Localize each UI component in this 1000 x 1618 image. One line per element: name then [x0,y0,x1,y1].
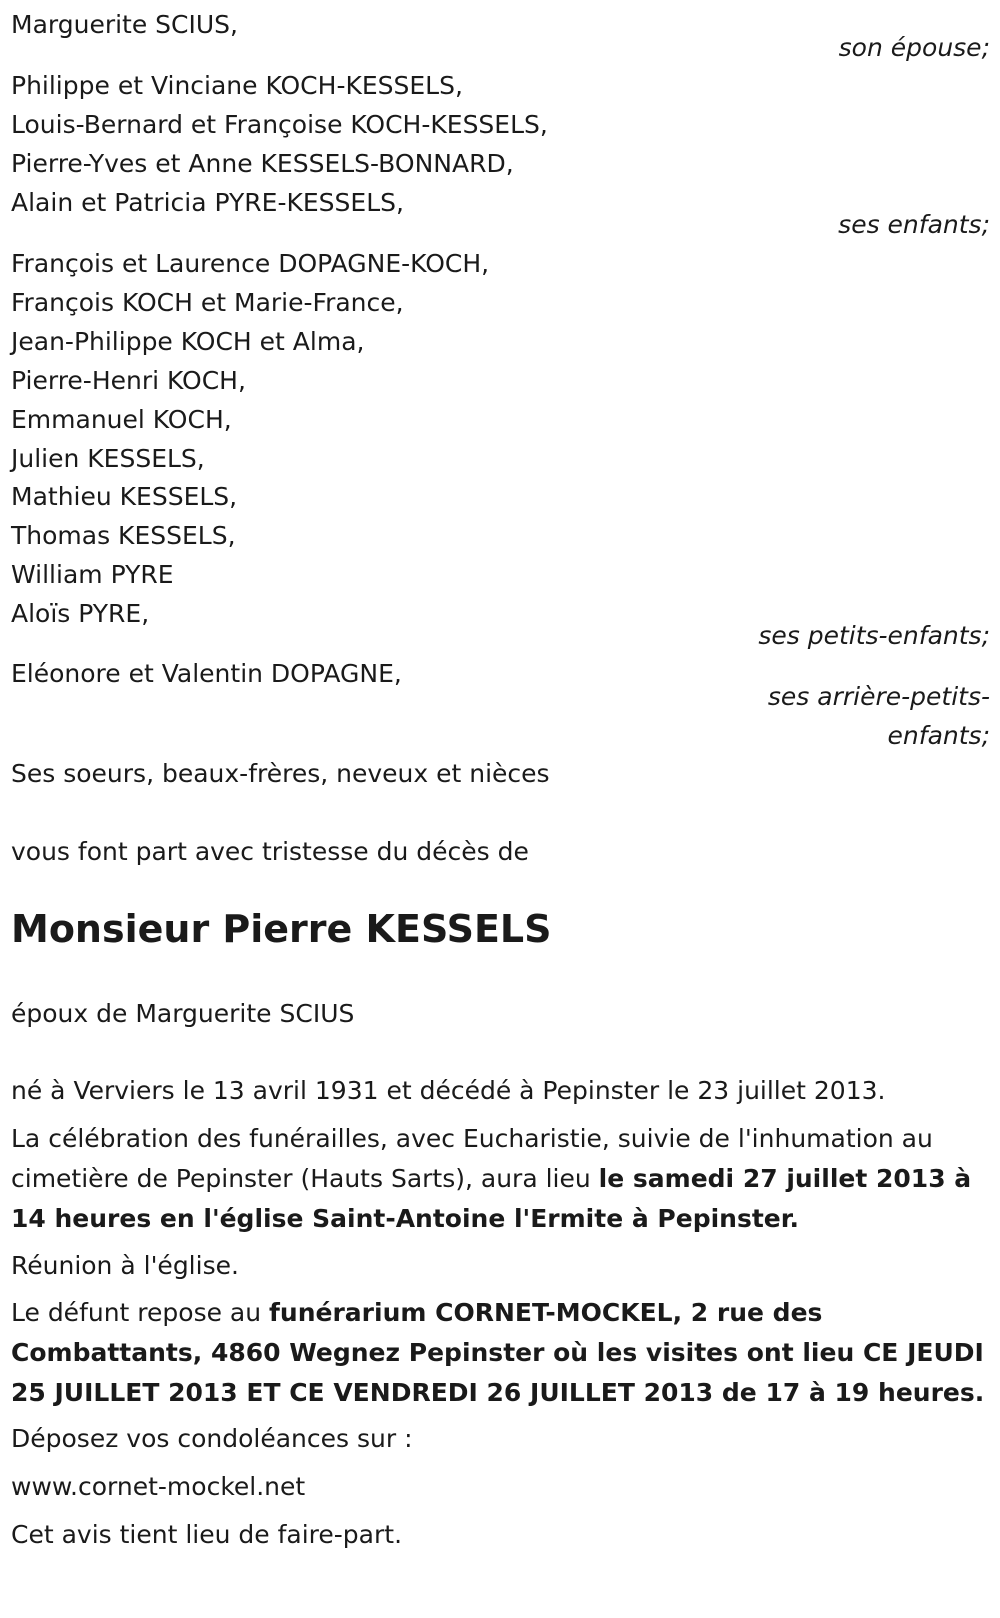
name-line: Alain et Patricia PYRE-KESSELS, [11,188,404,217]
name-line: Julien KESSELS, [11,444,205,473]
role-label: ses enfants; [838,210,990,239]
name-line: Philippe et Vinciane KOCH-KESSELS, [11,71,463,100]
role-label: son épouse; [838,33,990,62]
rest-paragraph [11,1293,986,1413]
name-line: Eléonore et Valentin DOPAGNE, [11,659,402,688]
name-line: François et Laurence DOPAGNE-KOCH, [11,249,490,278]
name-line: François KOCH et Marie-France, [11,288,404,317]
role-label: enfants; [887,721,990,750]
name-line: William PYRE [11,560,174,589]
role-label: ses arrière-petits- [767,682,990,711]
ceremony-details: le samedi 27 juillet 2013 à 14 heures en l'église Saint-Antoine l'Ermite à Pepinster. [11,1164,972,1233]
rest-details: funérarium CORNET-MOCKEL, 2 rue des Combattants, 4860 Wegnez Pepinster où les visites ont lieu CE JEUDI 25 JUILLET 2013 ET CE VENDREDI 26 JUILLET 2013 de 17 à 19 heures. [11,1298,985,1407]
name-line: Mathieu KESSELS, [11,482,238,511]
rest-text: Le défunt repose au [11,1298,270,1327]
name-line: Jean-Philippe KOCH et Alma, [11,327,365,356]
reunion-line: Réunion à l'église. [11,1251,239,1280]
name-line: Pierre-Yves et Anne KESSELS-BONNARD, [11,149,514,178]
name-line: Marguerite SCIUS, [11,10,238,39]
name-line: Thomas KESSELS, [11,521,236,550]
website-url[interactable]: www.cornet-mockel.net [11,1472,306,1501]
name-line: Louis-Bernard et Françoise KOCH-KESSELS, [11,110,548,139]
condolences-line: Déposez vos condoléances sur : [11,1424,413,1453]
ceremony-paragraph [11,1119,986,1239]
name-line: Aloïs PYRE, [11,599,150,628]
footer-line: Cet avis tient lieu de faire-part. [11,1520,403,1549]
name-line: Pierre-Henri KOCH, [11,366,246,395]
website-link[interactable] [11,1467,305,1507]
deceased-name: Monsieur Pierre KESSELS [11,907,552,951]
spouse-line: époux de Marguerite SCIUS [11,999,355,1028]
announce-line: vous font part avec tristesse du décès de [11,837,529,866]
name-line: Emmanuel KOCH, [11,405,232,434]
ceremony-text: La célébration des funérailles, avec Eucharistie, suivie de l'inhumation au cimetière de Pepinster (Hauts Sarts), aura lieu [11,1124,933,1193]
role-label: ses petits-enfants; [758,621,990,650]
relatives-line: Ses soeurs, beaux-frères, neveux et nièces [11,759,550,788]
birth-death-line: né à Verviers le 13 avril 1931 et décédé à Pepinster le 23 juillet 2013. [11,1076,886,1105]
